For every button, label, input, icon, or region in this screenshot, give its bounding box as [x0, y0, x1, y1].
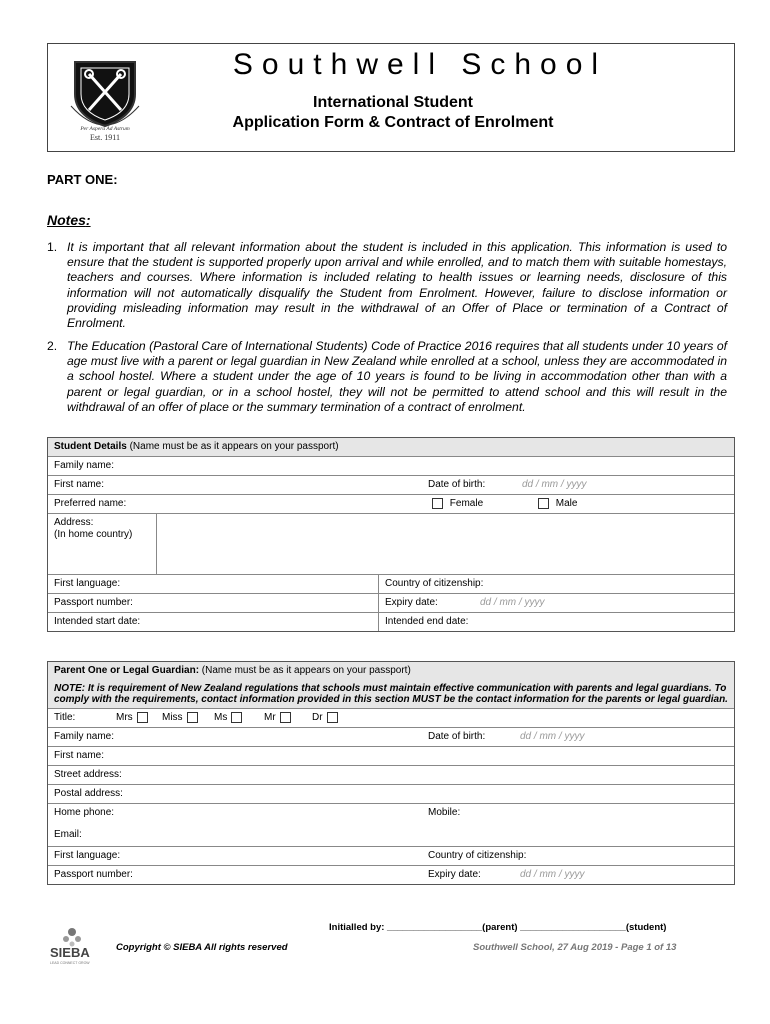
first-language-label: First language:: [54, 578, 121, 589]
parent-passport-label: Passport number:: [54, 869, 133, 880]
parent-first-language-label: First language:: [54, 850, 121, 861]
male-checkbox[interactable]: [538, 498, 549, 509]
student-details-form: [47, 437, 735, 632]
title-mrs[interactable]: Mrs: [110, 709, 152, 727]
language-row[interactable]: [48, 574, 734, 593]
family-name-row[interactable]: [48, 456, 734, 475]
dob-label: Date of birth:: [428, 479, 486, 490]
title-miss[interactable]: Miss: [156, 709, 202, 727]
parent-dob-label: Date of birth:: [428, 731, 486, 742]
form-title-line2: Application Form & Contract of Enrolment: [232, 114, 554, 131]
home-phone-label: Home phone:: [54, 807, 115, 818]
street-address-row[interactable]: [48, 765, 734, 784]
note-text: The Education (Pastoral Care of International Students) Code of Practice 2016 requires that all students under 10 years of age must live with a parent or legal guardian in New Zealand while enrolled at a school, unless they are accommodated in a school hostel. Where a student under the age of 10 years is found to be living in accommodation other than with a parent or legal guardian, or in a school hostel, they will not be permitted to attend school and this will result in the withdrawal of an offer of place or the summary termination of a contract of enrolment.: [67, 339, 727, 414]
miss-checkbox[interactable]: [187, 712, 198, 723]
notes-heading: Notes:: [47, 212, 91, 228]
expiry-field[interactable]: dd / mm / yyyy: [480, 597, 545, 608]
male-option[interactable]: Male: [528, 495, 577, 513]
parent-dob-field[interactable]: dd / mm / yyyy: [520, 731, 585, 742]
mr-checkbox[interactable]: [280, 712, 291, 723]
email-row[interactable]: [48, 826, 734, 846]
parent-language-row[interactable]: [48, 846, 734, 865]
first-name-row[interactable]: [48, 475, 734, 494]
passport-label: Passport number:: [54, 597, 133, 608]
dates-row[interactable]: [48, 612, 734, 631]
mobile-label: Mobile:: [428, 807, 461, 818]
note-1: [47, 240, 727, 331]
parent-note: NOTE: It is requirement of New Zealand regulations that schools must maintain effective communication with parents and legal guardians. To comply with the requirements, contact information provided in this section MUST be the contact information for the parents or legal guardian.: [48, 680, 734, 708]
address-row[interactable]: [48, 513, 734, 574]
sieba-logo-icon: [48, 926, 108, 966]
address-label: Address: (In home country): [54, 517, 133, 540]
crest-est: Est. 1911: [90, 133, 120, 142]
parent-details-form: [47, 661, 735, 885]
note-2: [47, 339, 727, 415]
passport-row[interactable]: [48, 593, 734, 612]
female-checkbox[interactable]: [432, 498, 443, 509]
parent-expiry-label: Expiry date:: [428, 869, 481, 880]
end-date-label: Intended end date:: [378, 613, 468, 631]
mrs-checkbox[interactable]: [137, 712, 148, 723]
first-name-label: First name:: [54, 479, 105, 490]
crest-motto: Per Aspera Ad Astrum: [80, 126, 130, 132]
note-text: It is important that all relevant information about the student is included in this application. This information is used to ensure that the student is supported properly upon arrival and while enrolled, and to match them with suitable homestays, teachers and courses. Where information is included relating to health issues or learning needs, disclosure of this information will not automatically disqualify the Student from Enrolment. However, failure to disclose information or providing misleading information may result in the withdrawal of an Offer of Place or termination of a Contract of Enrolment.: [67, 240, 727, 331]
title-mr[interactable]: Mr: [258, 709, 295, 727]
street-address-label: Street address:: [54, 769, 122, 780]
phone-row[interactable]: [48, 803, 734, 826]
parent-expiry-field[interactable]: dd / mm / yyyy: [520, 869, 585, 880]
school-name: Southwell School: [232, 48, 608, 81]
parent-family-name-row[interactable]: [48, 727, 734, 746]
header-box: [47, 43, 735, 152]
copyright: Copyright © SIEBA All rights reserved: [116, 942, 288, 953]
ms-checkbox[interactable]: [231, 712, 242, 723]
email-label: Email:: [54, 829, 82, 840]
student-details-header: Student Details (Name must be as it appears on your passport): [48, 438, 734, 456]
preferred-name-label: Preferred name:: [54, 498, 127, 509]
family-name-label: Family name:: [54, 460, 115, 471]
parent-family-name-label: Family name:: [54, 731, 115, 742]
postal-address-label: Postal address:: [54, 788, 123, 799]
page-info: Southwell School, 27 Aug 2019 - Page 1 of 13: [473, 942, 677, 953]
dr-checkbox[interactable]: [327, 712, 338, 723]
citizenship-label: Country of citizenship:: [378, 575, 483, 593]
parent-citizenship-label: Country of citizenship:: [428, 850, 527, 861]
svg-text:LEAD CONNECT GROW: LEAD CONNECT GROW: [50, 961, 90, 965]
initialled-by: Initialled by: __________________(parent) ____________________(student): [329, 922, 667, 933]
postal-address-row[interactable]: [48, 784, 734, 803]
form-title-line1: International Student: [313, 94, 473, 111]
parent-first-name-label: First name:: [54, 750, 105, 761]
start-date-label: Intended start date:: [54, 616, 141, 627]
note-number: 2.: [47, 339, 58, 353]
dob-field[interactable]: dd / mm / yyyy: [522, 479, 587, 490]
title-dr[interactable]: Dr: [306, 709, 342, 727]
parent-first-name-row[interactable]: [48, 746, 734, 765]
title-label: Title:: [54, 712, 76, 723]
expiry-label: Expiry date:: [378, 594, 438, 612]
title-row[interactable]: [48, 708, 734, 727]
school-crest-icon: [67, 54, 143, 142]
part-one-heading: PART ONE:: [47, 172, 118, 187]
address-field[interactable]: [156, 514, 734, 574]
note-number: 1.: [47, 240, 58, 254]
svg-text:SIEBA: SIEBA: [50, 945, 90, 960]
parent-details-header: Parent One or Legal Guardian: (Name must be as it appears on your passport): [48, 662, 734, 680]
female-option[interactable]: Female: [422, 495, 483, 513]
preferred-name-row[interactable]: [48, 494, 734, 513]
title-ms[interactable]: Ms: [208, 709, 246, 727]
parent-passport-row[interactable]: [48, 865, 734, 884]
